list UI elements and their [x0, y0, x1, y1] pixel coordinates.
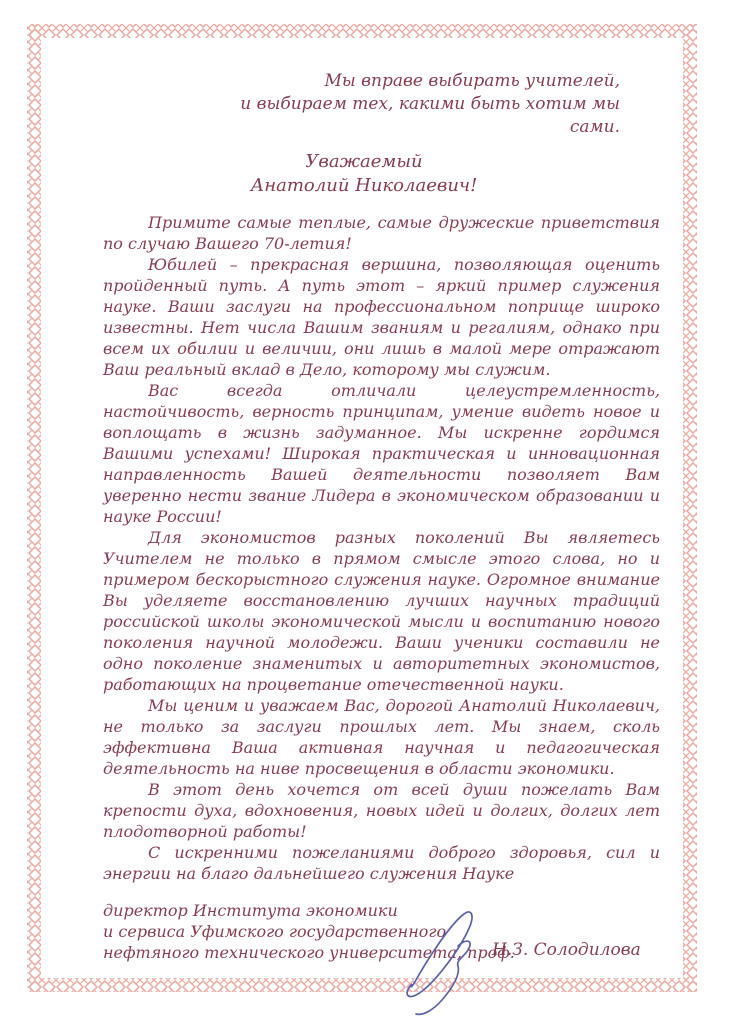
signatory-name: Н.З. Солодилова — [492, 940, 641, 960]
body-paragraph: Для экономистов разных поколений Вы являетесь Учителем не только в прямом смысле этого слова, но и примером бескорыстного служения науке. Огромное внимание Вы уделяете восстановлению лучших научных традиций российской школы экономической мысли и воспитанию нового поколения научной молодежи. Ваши ученики составили не одно поколение знаменитых и авторитетных экономистов, работающих на процветание отечественной науки. — [103, 528, 660, 694]
salutation-line-2: Анатолий Николаевич! — [250, 175, 478, 196]
salutation — [103, 150, 625, 198]
signatory-title-line-3: нефтяного технического университета, проф. — [103, 943, 515, 962]
letter-body — [103, 212, 660, 963]
signatory-title-line-2: и сервиса Уфимского государственного — [103, 922, 447, 941]
body-paragraph: Юбилей – прекрасная вершина, позволяющая оценить пройденный путь. А путь этот – яркий пример служения науке. Ваши заслуги на профессиональном поприще широко известны. Нет числа Вашим званиям и регалиям, однако при всем их обилии и величии, они лишь в малой мере отражают Ваш реальный вклад в Дело, которому мы служим. — [103, 255, 660, 379]
closing-wish: С искренними пожеланиями доброго здоровья, сил и энергии на благо дальнейшего служения Науке — [103, 843, 660, 883]
epigraph-line-1: Мы вправе выбирать учителей, — [324, 71, 620, 91]
signature-block — [103, 900, 660, 963]
epigraph-line-2: и выбираем тех, какими быть хотим мы сами. — [240, 94, 620, 137]
body-paragraph: В этот день хочется от всей души пожелать Вам крепости духа, вдохновения, новых идей и долгих, долгих лет плодотворной работы! — [103, 780, 660, 841]
signatory-title-line-1: директор Института экономики — [103, 901, 398, 920]
body-paragraph: Вас всегда отличали целеустремленность, настойчивость, верность принципам, умение видеть новое и воплощать в жизнь задуманное. Мы искренне гордимся Вашими успехами! Широкая практическая и инновационная направленность Вашей деятельности позволяет Вам уверенно нести звание Лидера в экономическом образовании и науке России! — [103, 381, 660, 526]
border-top — [27, 24, 697, 38]
body-paragraph: Примите самые теплые, самые дружеские приветствия по случаю Вашего 70-летия! — [103, 213, 660, 253]
border-right — [683, 24, 697, 992]
body-paragraph: Мы ценим и уважаем Вас, дорогой Анатолий Николаевич, не только за заслуги прошлых лет. Мы знаем, сколь эффективна Ваша активная научная и педагогическая деятельность на ниве просвещения в области экономики. — [103, 696, 660, 778]
epigraph — [200, 70, 620, 139]
salutation-line-1: Уважаемый — [305, 151, 423, 172]
border-bottom — [27, 978, 697, 992]
border-left — [27, 24, 41, 992]
